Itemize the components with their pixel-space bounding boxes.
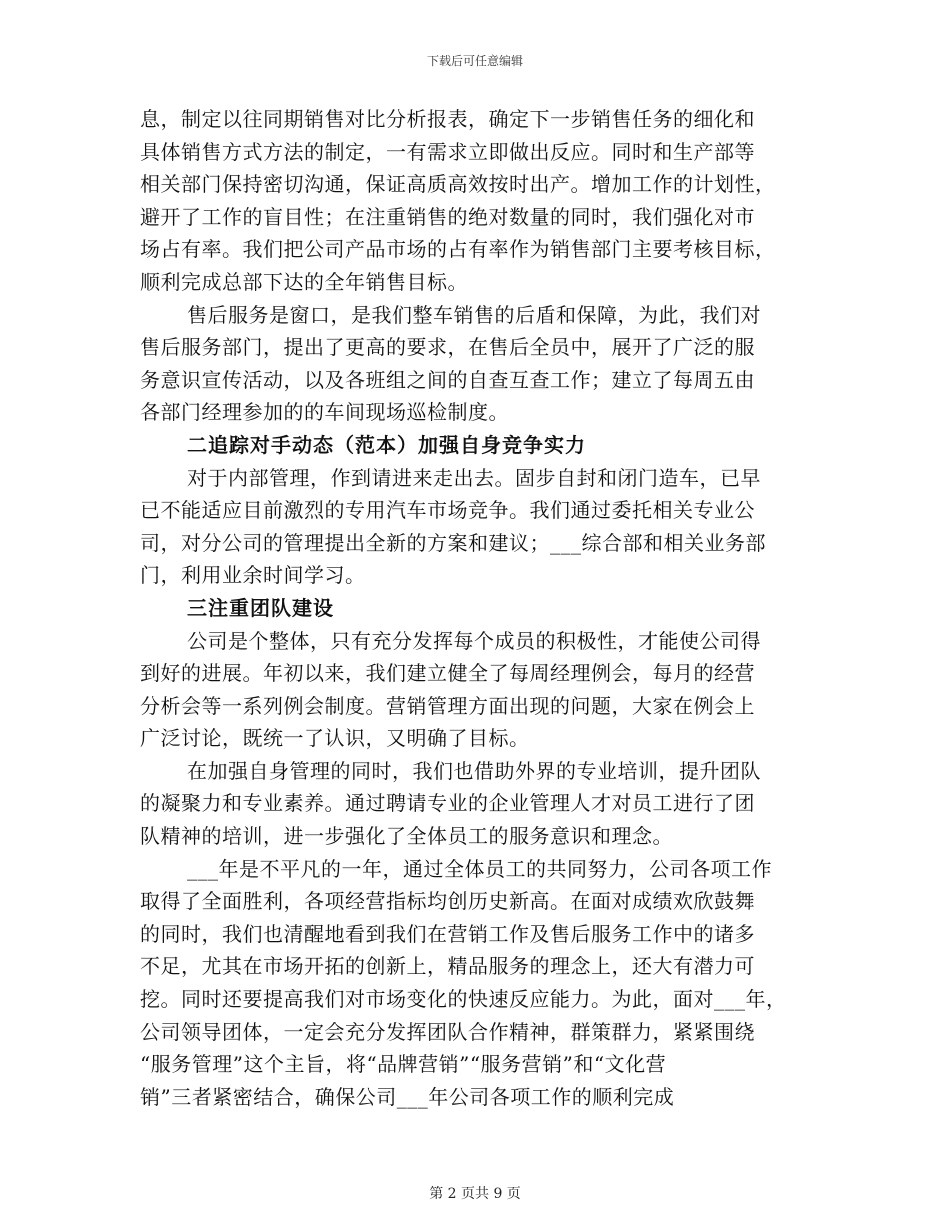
body-line: 广泛讨论，既统一了认识，又明确了目标。 bbox=[140, 726, 530, 751]
body-line: 具体销售方式方法的制定，一有需求立即做出反应。同时和生产部等 bbox=[140, 139, 755, 164]
section-heading: 二追踪对手动态（范本）加强自身竞争实力 bbox=[187, 432, 586, 457]
body-line: 销”三者紧密结合，确保公司___年公司各项工作的顺利完成 bbox=[140, 1084, 675, 1109]
body-line: 避开了工作的盲目性；在注重销售的绝对数量的同时，我们强化对市 bbox=[140, 204, 755, 229]
body-line: 的凝聚力和专业素养。通过聘请专业的企业管理人才对员工进行了团 bbox=[140, 791, 755, 816]
section-heading: 三注重团队建设 bbox=[187, 595, 334, 620]
body-line: 售后服务部门，提出了更高的要求，在售后全员中，展开了广泛的服 bbox=[140, 335, 755, 360]
body-line: 司，对分公司的管理提出全新的方案和建议；___综合部和相关业务部 bbox=[140, 530, 766, 555]
body-line: 到好的进展。年初以来，我们建立健全了每周经理例会，每月的经营 bbox=[140, 661, 755, 686]
body-line: 息，制定以往同期销售对比分析报表，确定下一步销售任务的细化和 bbox=[140, 107, 755, 131]
page-header: 下载后可任意编辑 bbox=[426, 54, 523, 68]
paragraph-start-line: ___年是不平凡的一年，通过全体员工的共同努力，公司各项工作 bbox=[187, 856, 772, 881]
body-line: 务意识宣传活动，以及各班组之间的自查互查工作；建立了每周五由 bbox=[140, 367, 755, 392]
body-line: 各部门经理参加的的车间现场巡检制度。 bbox=[140, 400, 509, 425]
body-line: 的同时，我们也清醒地看到我们在营销工作及售后服务工作中的诸多 bbox=[140, 921, 755, 946]
body-line: 相关部门保持密切沟通，保证高质高效按时出产。增加工作的计划性， bbox=[140, 172, 776, 197]
paragraph-start-line: 在加强自身管理的同时，我们也借助外界的专业培训，提升团队 bbox=[187, 758, 761, 783]
paragraph-start-line: 售后服务是窗口，是我们整车销售的后盾和保障，为此，我们对 bbox=[187, 302, 761, 327]
body-line: 不足，尤其在市场开拓的创新上，精品服务的理念上，还大有潜力可 bbox=[140, 954, 755, 979]
body-line: 公司领导团体，一定会充分发挥团队合作精神，群策群力，紧紧围绕 bbox=[140, 1019, 755, 1044]
document-body bbox=[140, 103, 812, 1113]
paragraph-start-line: 对于内部管理，作到请进来走出去。固步自封和闭门造车，已早 bbox=[187, 465, 761, 490]
body-line: “服务管理”这个主旨，将“品牌营销”“服务营销”和“文化营 bbox=[140, 1052, 667, 1077]
body-line: 顺利完成总部下达的全年销售目标。 bbox=[140, 269, 468, 294]
paragraph-start-line: 公司是个整体，只有充分发挥每个成员的积极性，才能使公司得 bbox=[187, 628, 761, 653]
body-line: 挖。同时还要提高我们对市场变化的快速反应能力。为此，面对___年， bbox=[140, 987, 787, 1012]
body-line: 门，利用业余时间学习。 bbox=[140, 563, 366, 588]
page-footer: 第 2 页共 9 页 bbox=[429, 1186, 521, 1202]
body-line: 已不能适应目前激烈的专用汽车市场竞争。我们通过委托相关专业公 bbox=[140, 498, 755, 523]
body-line: 场占有率。我们把公司产品市场的占有率作为销售部门主要考核目标， bbox=[140, 237, 776, 262]
body-line: 分析会等一系列例会制度。营销管理方面出现的问题，大家在例会上 bbox=[140, 693, 755, 718]
body-line: 取得了全面胜利，各项经营指标均创历史新高。在面对成绩欢欣鼓舞 bbox=[140, 889, 755, 914]
body-line: 队精神的培训，进一步强化了全体员工的服务意识和理念。 bbox=[140, 824, 673, 849]
